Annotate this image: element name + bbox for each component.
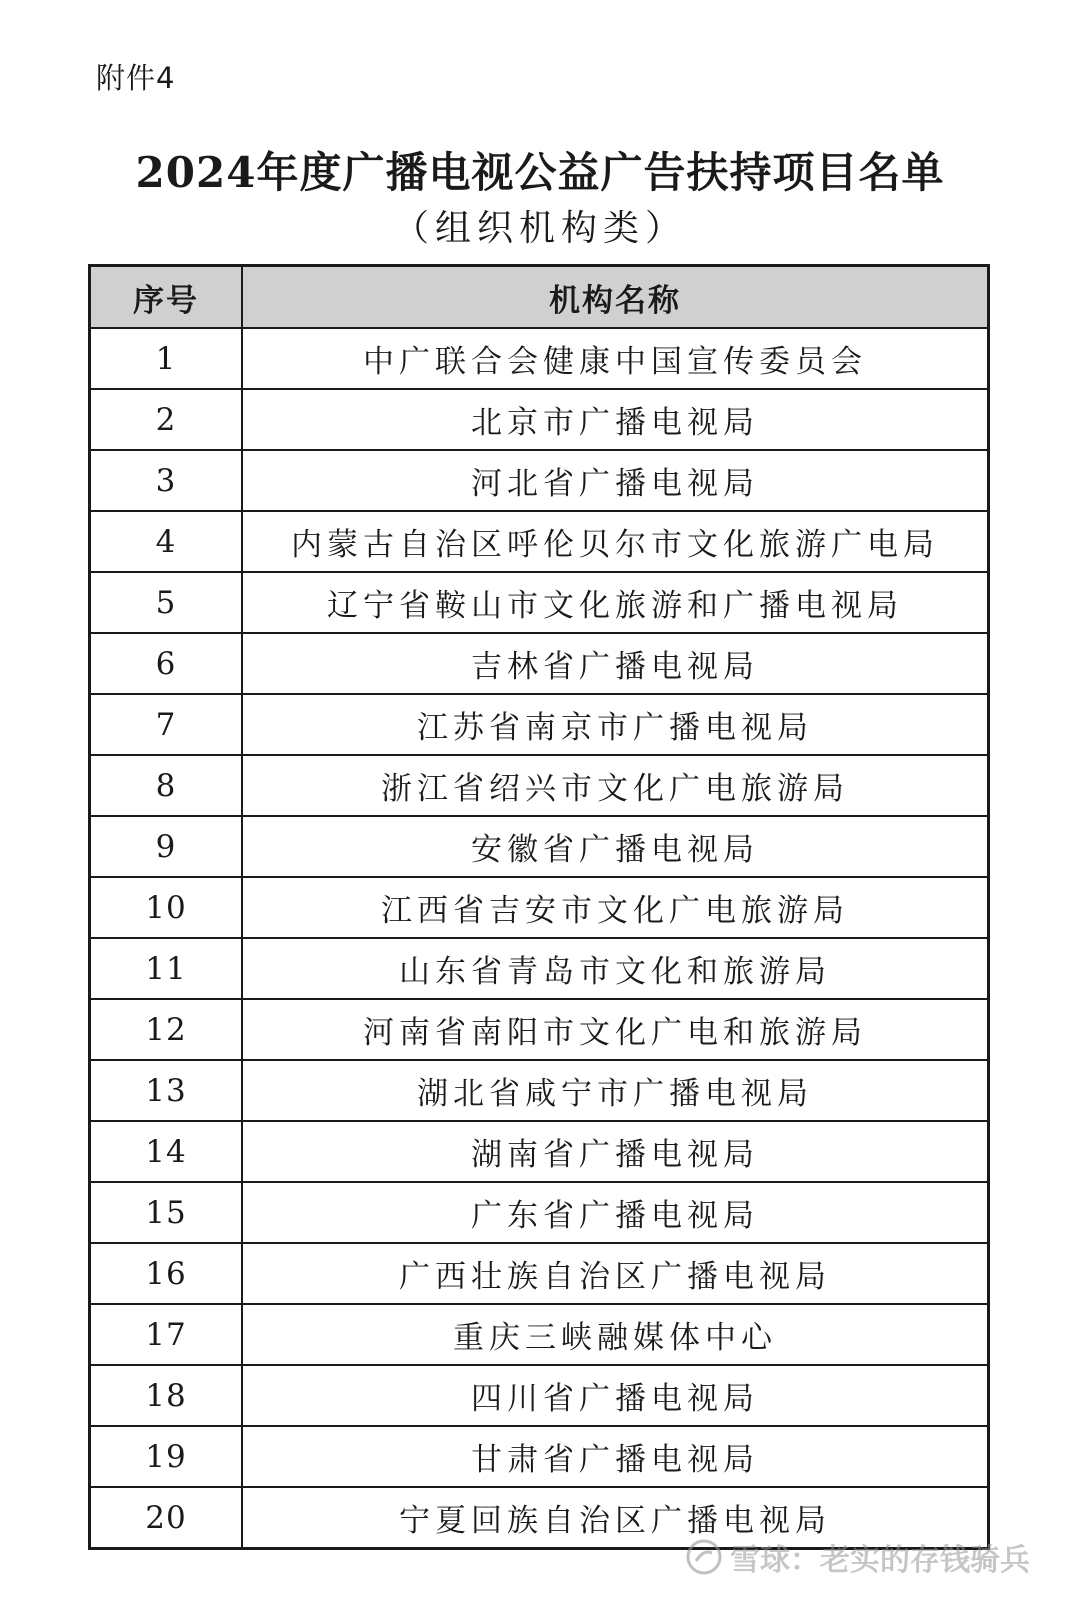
organization-name-cell: 四川省广播电视局	[242, 1365, 989, 1426]
serial-number-cell: 18	[90, 1365, 243, 1426]
organization-name-cell: 辽宁省鞍山市文化旅游和广播电视局	[242, 572, 989, 633]
table-row	[90, 450, 989, 511]
organization-name-cell: 山东省青岛市文化和旅游局	[242, 938, 989, 999]
serial-number-cell: 12	[90, 999, 243, 1060]
organization-name-cell: 内蒙古自治区呼伦贝尔市文化旅游广电局	[242, 511, 989, 572]
organization-name-cell: 江西省吉安市文化广电旅游局	[242, 877, 989, 938]
table-row	[90, 877, 989, 938]
table-row	[90, 694, 989, 755]
document-title: 2024年度广播电视公益广告扶持项目名单	[135, 148, 945, 197]
serial-number-cell: 11	[90, 938, 243, 999]
serial-number-cell: 2	[90, 389, 243, 450]
table-row	[90, 1426, 989, 1487]
table-row	[90, 999, 989, 1060]
table-row	[90, 1121, 989, 1182]
serial-number-cell: 16	[90, 1243, 243, 1304]
organization-name-cell: 安徽省广播电视局	[242, 816, 989, 877]
serial-number-cell: 3	[90, 450, 243, 511]
table-row	[90, 1304, 989, 1365]
table-row	[90, 572, 989, 633]
serial-number-cell: 17	[90, 1304, 243, 1365]
organization-name-cell: 湖南省广播电视局	[242, 1121, 989, 1182]
organization-name-cell: 重庆三峡融媒体中心	[242, 1304, 989, 1365]
watermark	[684, 1535, 1030, 1579]
organization-name-cell: 宁夏回族自治区广播电视局	[242, 1487, 989, 1549]
serial-number-cell: 1	[90, 328, 243, 389]
organization-name-cell: 中广联合会健康中国宣传委员会	[242, 328, 989, 389]
serial-number-cell: 9	[90, 816, 243, 877]
table-row	[90, 1182, 989, 1243]
serial-number-cell: 10	[90, 877, 243, 938]
table-row	[90, 389, 989, 450]
watermark-text: 雪球：老实的存钱骑兵	[730, 1543, 1030, 1578]
serial-number-cell: 19	[90, 1426, 243, 1487]
serial-number-cell: 8	[90, 755, 243, 816]
organization-name-cell: 河南省南阳市文化广电和旅游局	[242, 999, 989, 1060]
attachment-label: 附件4	[96, 61, 176, 95]
document-subtitle: （组织机构类）	[392, 208, 687, 249]
header-organization-name: 机构名称	[242, 266, 989, 329]
serial-number-cell: 15	[90, 1182, 243, 1243]
serial-number-cell: 6	[90, 633, 243, 694]
organization-name-cell: 江苏省南京市广播电视局	[242, 694, 989, 755]
table-row	[90, 938, 989, 999]
serial-number-cell: 7	[90, 694, 243, 755]
table-body	[90, 328, 989, 1549]
header-serial-number: 序号	[90, 266, 243, 329]
organization-name-cell: 北京市广播电视局	[242, 389, 989, 450]
organization-name-cell: 甘肃省广播电视局	[242, 1426, 989, 1487]
serial-number-cell: 14	[90, 1121, 243, 1182]
serial-number-cell: 5	[90, 572, 243, 633]
table-row	[90, 755, 989, 816]
organization-table	[88, 264, 990, 1550]
serial-number-cell: 13	[90, 1060, 243, 1121]
table-row	[90, 1365, 989, 1426]
table-row	[90, 511, 989, 572]
serial-number-cell: 20	[90, 1487, 243, 1549]
table-row	[90, 1060, 989, 1121]
organization-name-cell: 湖北省咸宁市广播电视局	[242, 1060, 989, 1121]
table-header-row	[90, 266, 989, 329]
table-row	[90, 633, 989, 694]
table-row	[90, 1243, 989, 1304]
organization-name-cell: 河北省广播电视局	[242, 450, 989, 511]
table-row	[90, 328, 989, 389]
organization-name-cell: 广西壮族自治区广播电视局	[242, 1243, 989, 1304]
serial-number-cell: 4	[90, 511, 243, 572]
snowball-logo-icon	[684, 1537, 724, 1577]
organization-name-cell: 吉林省广播电视局	[242, 633, 989, 694]
organization-name-cell: 浙江省绍兴市文化广电旅游局	[242, 755, 989, 816]
organization-name-cell: 广东省广播电视局	[242, 1182, 989, 1243]
table-row	[90, 816, 989, 877]
